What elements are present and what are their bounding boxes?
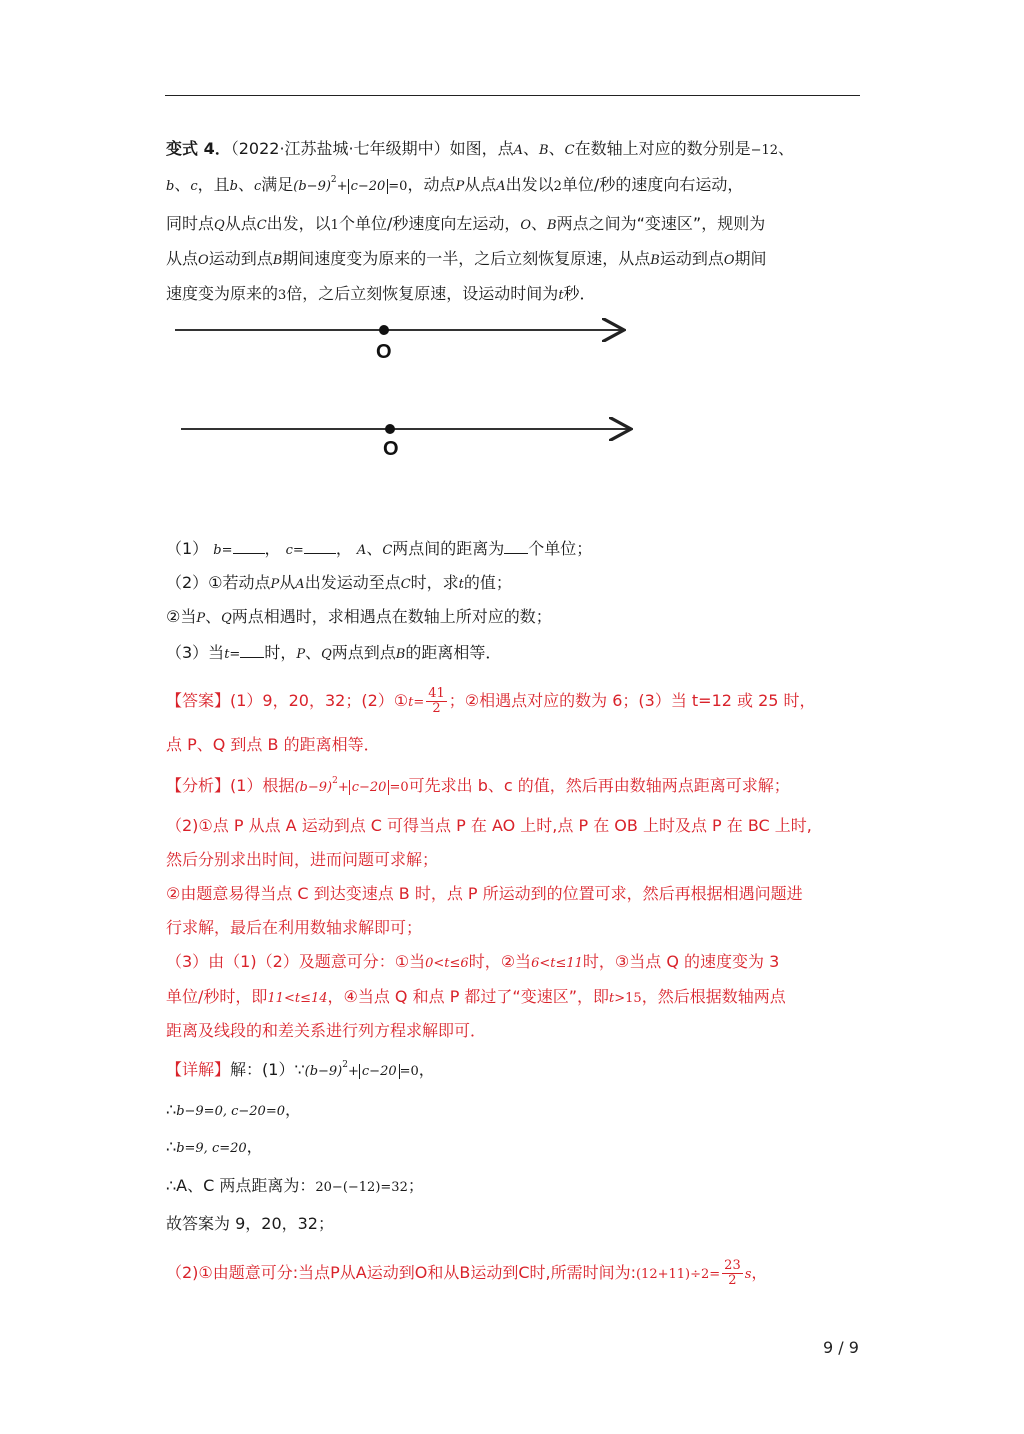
problem-line-5: 速度变为原来的3倍，之后立刻恢复原速，设运动时间为t秒． xyxy=(166,284,596,303)
detail-line-4: ∴A、C 两点距离为：20−(−12)=32； xyxy=(166,1176,424,1195)
problem-line-2: b、c，且b、c满足$(b-9)^2+ c-20 =0$，动点P从点A出发以2单位/秒的速度向右运动， xyxy=(166,175,744,194)
answer-line-1: 【答案】(1）9，20，32；(2）①t= $\frac{41}{2}$ ；②相遇点对应的数为 6；(3）当 t=12 或 25 时， xyxy=(166,686,816,716)
detail-line-3: ∴b=9, c=20， xyxy=(166,1137,263,1156)
analysis-line-1: 【分析】(1）根据$(b-9)^2+ c-20 =0$可先求出 b、c 的值，然后再由数轴两点距离可求解； xyxy=(166,776,790,795)
analysis-line-8: 距离及线段的和差关系进行列方程求解即可． xyxy=(166,1021,487,1040)
problem-line-3: 同时点Q从点C出发，以1个单位/秒速度向左运动，O、B两点之间为“变速区”，规则为 xyxy=(166,214,766,233)
answer-line-2: 点 P、Q 到点 B 的距离相等． xyxy=(166,735,380,754)
problem-line-1: 变式 4．（2022·江苏盐城·七年级期中）如图，点A、B、C在数轴上对应的数分别是−12、 xyxy=(166,139,795,158)
origin-point-2 xyxy=(385,424,395,434)
detail-line-1: 【详解】解：$(1)\because(b-9)^2+ c-20 =0$， xyxy=(166,1060,435,1079)
detail-line-5: 故答案为 9，20，32； xyxy=(166,1214,334,1233)
analysis-line-3: 然后分别求出时间，进而问题可求解； xyxy=(166,850,439,869)
origin-label-1: O xyxy=(376,341,392,363)
problem-label: 变式 4． xyxy=(166,139,231,158)
analysis-line-2: （2)①点 P 从点 A 运动到点 C 可得当点 P 在 AO 上时,点 P 在 OB 上时及点 P 在 BC 上时, xyxy=(166,816,812,835)
page-number: 9 / 9 xyxy=(823,1338,859,1357)
detail-line-2: ∴b−9=0, c−20=0， xyxy=(166,1100,301,1119)
analysis-line-5: 行求解，最后在利用数轴求解即可； xyxy=(166,918,423,937)
number-line-figure xyxy=(0,0,1024,480)
question-2b: ②当P、Q两点相遇时，求相遇点在数轴上所对应的数； xyxy=(166,607,552,626)
question-2a: （2）①若动点P从A出发运动至点C时，求t的值； xyxy=(166,573,512,592)
analysis-line-7: 单位/秒时，即11<t≤14，④当点 Q 和点 P 都过了“变速区”，即t>15，然后根据数轴两点 xyxy=(166,987,786,1006)
problem-line-4: 从点O运动到点B期间速度变为原来的一半，之后立刻恢复原速，从点B运动到点O期间 xyxy=(166,249,767,268)
origin-label-2: O xyxy=(383,438,399,460)
detail-line-6: （2)①由题意可分:当点P从A运动到O和从B运动到C时,所需时间为:(12+11)÷2= $\frac{23}{2}$ s， xyxy=(166,1258,768,1288)
analysis-line-4: ②由题意易得当点 C 到达变速点 B 时，点 P 所运动到的位置可求，然后再根据相遇问题进 xyxy=(166,884,803,903)
question-3: （3）当t= 时，P、Q两点到点B的距离相等． xyxy=(166,643,502,662)
question-1: （1） b= ， c= ， A、C两点间的距离为 个单位； xyxy=(166,539,593,558)
analysis-line-6: （3）由（1)（2）及题意可分：①当0<t≤6时，②当6<t≤11时，③当点 Q 的速度变为 3 xyxy=(166,952,780,971)
origin-point-1 xyxy=(379,325,389,335)
